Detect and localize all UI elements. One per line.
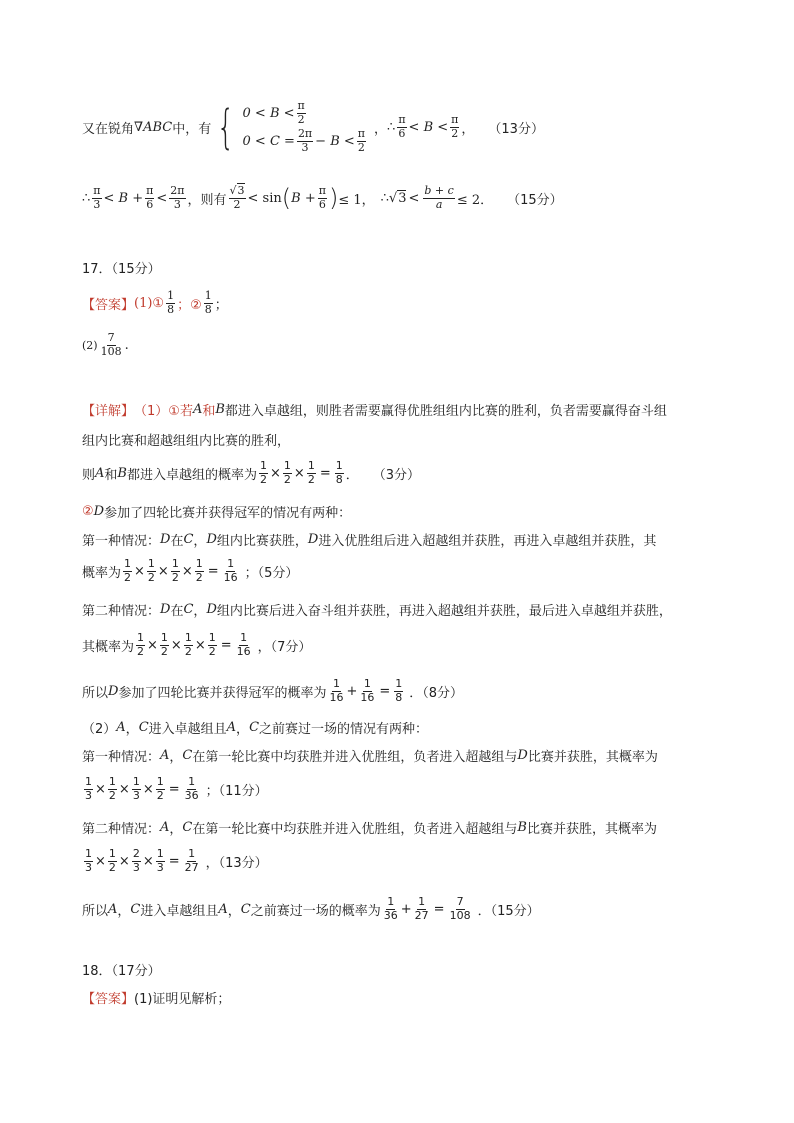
text: 组内比赛和超越组组内比赛的胜利， <box>82 434 291 449</box>
answer-label: 【答案】 <box>82 297 135 313</box>
fraction: $\frac{1}{16}$ <box>236 631 251 658</box>
fraction: $\frac{1}{2}$ <box>283 459 291 486</box>
system-row-1: 0 < B < <box>242 105 295 121</box>
fraction: $\frac{1}{2}$ <box>108 847 116 874</box>
text: ，则有 <box>187 192 227 208</box>
inequality-system <box>211 100 368 155</box>
text: B <box>117 465 127 481</box>
fraction: $\frac{2\pi}{3}$ <box>297 127 313 154</box>
score-label: （15分） <box>507 192 563 208</box>
system-row-2: 0 < C = <box>242 133 295 149</box>
score-label: ；（11分） <box>205 783 268 799</box>
text: ≤ 1， <box>338 192 375 208</box>
detail-line-2 <box>82 430 290 449</box>
left-brace-icon: { <box>217 100 235 155</box>
fraction: $\frac{1}{2}$ <box>160 631 168 658</box>
fraction: $\frac{1}{3}$ <box>85 847 92 874</box>
fraction: $\frac{1}{8}$ <box>335 459 343 486</box>
fraction: $\frac{1}{16}$ <box>329 677 344 704</box>
text: (1)① <box>134 295 165 311</box>
fraction: $\frac{\pi}{3}$ <box>93 183 101 211</box>
detail-line-4 <box>82 502 351 521</box>
case1-line-1: 第一种情况： D 在 C ， D 组内比赛获胜， D 进入优胜组后进入超越组并获胜，再进入卓越组并获胜，其 <box>82 532 657 549</box>
text: 则 <box>82 467 96 483</box>
text: (2) <box>82 338 98 352</box>
fraction: $\frac{1}{8}$ <box>395 677 403 704</box>
text: 中，有 <box>172 121 212 137</box>
text: B + <box>291 190 316 206</box>
case2-line-2: 其概率为 $\frac{1}{2}$ × $\frac{1}{2}$ × $\frac{1}{2}$ × $\frac{1}{2}$ = $\frac{1}{16}$ ，（7分） <box>82 631 312 658</box>
line-acute-triangle: 又在锐角 ∇ABC 中，有 { 0 < B < $\frac{\pi}{2}$ 0 < C = $\frac{2\pi}{3}$ − B < $\frac{\pi}{2}$ ， ∴ $\frac{\pi}{6}$ < B < $\frac{\pi}{2}$ ， （13分） <box>82 99 544 155</box>
part2-case1-line-2: $\frac{1}{3}$ × $\frac{1}{2}$ × $\frac{1}{3}$ × $\frac{1}{2}$ = $\frac{1}{36}$ ；（11分） <box>85 775 268 802</box>
answer-18-line-1: 【答案】 (1)证明见解析； <box>82 988 230 1007</box>
fraction: $\frac{1}{16}$ <box>223 557 238 584</box>
fraction: $\frac{1}{2}$ <box>137 631 145 658</box>
fraction: $\frac{1}{36}$ <box>184 775 199 802</box>
text: ；② <box>177 297 202 313</box>
score-label: ，（7分） <box>257 639 312 655</box>
score-label: ，（13分） <box>205 855 268 871</box>
fraction: $\frac{7}{108}$ <box>100 331 122 358</box>
text: 17．（15分） <box>82 262 161 277</box>
fraction: $\frac{1}{36}$ <box>383 895 398 922</box>
fraction: $\frac{1}{2}$ <box>260 459 267 486</box>
detail-label: 【详解】 <box>82 404 135 419</box>
score-label: ．（15分） <box>477 903 540 919</box>
case2-line-1: 第二种情况： D 在 C ， D 组内比赛后进入奋斗组并获胜，再进入超越组并获胜，最后进入卓越组并获胜， <box>82 602 672 619</box>
score-label: （13分） <box>488 121 544 137</box>
fraction: $\frac{1}{2}$ <box>184 631 192 658</box>
text: B <box>215 402 225 417</box>
fraction: $\frac{2\pi}{3}$ <box>170 183 185 211</box>
detail-line-1 <box>82 400 667 419</box>
therefore-icon: ∴ <box>387 119 396 135</box>
text: < sin <box>247 190 282 206</box>
fraction: $\frac{1}{3}$ <box>85 775 92 802</box>
part2-case2-line-2: $\frac{1}{3}$ × $\frac{1}{2}$ × $\frac{2}{3}$ × $\frac{1}{3}$ = $\frac{1}{27}$ ，（13分） <box>85 847 268 874</box>
answer-17-line-2 <box>82 332 129 358</box>
fraction: $\frac{\pi}{2}$ <box>297 99 305 126</box>
fraction: $\frac{\pi}{6}$ <box>318 183 326 211</box>
fraction: $\frac{1}{2}$ <box>195 557 203 584</box>
fraction: $\frac{\pi}{2}$ <box>451 113 459 140</box>
question-17-heading <box>82 258 161 277</box>
fraction: $\frac{\pi}{6}$ <box>398 113 406 140</box>
detail-line-3: 则 A 和 B 都进入卓越组的概率为 $\frac{1}{2}$ × $\frac{1}{2}$ × $\frac{1}{2}$ = $\frac{1}{8}$ ． （3分） <box>82 459 421 486</box>
question-18-heading: 18．（17分） <box>82 964 161 979</box>
text: < B + <box>103 190 144 206</box>
fraction: $\frac{1}{27}$ <box>414 895 429 922</box>
therefore-icon: ∴ <box>380 190 389 206</box>
fraction: $\frac{1}{8}$ <box>167 289 175 316</box>
text: 参加了四轮比赛并获得冠军的情况有两种： <box>104 506 352 521</box>
fraction: $\frac{1}{3}$ <box>132 775 140 802</box>
text: < <box>156 190 168 206</box>
fraction: $\frac{b + c}{a}$ <box>424 183 454 211</box>
text: 第一种情况： <box>82 534 161 549</box>
fraction: $\frac{1}{16}$ <box>360 677 375 704</box>
answer-17-line-1 <box>82 290 228 316</box>
fraction: $\frac{1}{2}$ <box>108 775 116 802</box>
therefore-icon: ∴ <box>82 190 91 206</box>
case1-line-2: 概率为 $\frac{1}{2}$ × $\frac{1}{2}$ × $\frac{1}{2}$ × $\frac{1}{2}$ = $\frac{1}{16}$ ；（5分） <box>82 557 299 584</box>
part2-intro: （2） A ， C 进入卓越组且 A ， C 之前赛过一场的情况有两种： <box>82 720 429 737</box>
text: ； <box>214 297 228 313</box>
fraction: $\frac{1}{2}$ <box>124 557 132 584</box>
score-label: （3分） <box>372 467 421 483</box>
fraction: $\frac{1}{2}$ <box>307 459 315 486</box>
text: − B < <box>315 133 355 149</box>
text: < B < <box>408 119 449 135</box>
text: 又在锐角 <box>82 121 135 137</box>
triangle-label: ∇ABC <box>134 119 173 135</box>
text: 都进入卓越组，则胜者需要赢得优胜组组内比赛的胜利，负者需要赢得奋斗组 <box>224 404 667 419</box>
fraction: $\frac{1}{2}$ <box>171 557 179 584</box>
fraction: $\frac{1}{8}$ <box>204 289 212 316</box>
fraction: $\frac{√3}{2}$ <box>229 183 245 211</box>
text: A <box>95 465 105 481</box>
fraction: $\frac{1}{3}$ <box>156 847 164 874</box>
fraction: $\frac{1}{2}$ <box>156 775 164 802</box>
sum-line-8: 所以 D 参加了四轮比赛并获得冠军的概率为 $\frac{1}{16}$ + $\frac{1}{16}$ = $\frac{1}{8}$ ．（8分） <box>82 677 464 704</box>
fraction: $\frac{\pi}{2}$ <box>357 127 366 154</box>
part2-case1-line-1: 第一种情况： A ， C 在第一轮比赛中均获胜并进入优胜组，负者进入超越组与 D 比赛并获胜，其概率为 <box>82 748 658 765</box>
text: 和 <box>104 467 118 483</box>
text: 都进入卓越组的概率为 <box>126 467 257 483</box>
fraction: $\frac{1}{2}$ <box>147 557 155 584</box>
text: . <box>124 337 129 353</box>
fraction: $\frac{1}{27}$ <box>184 847 199 874</box>
fraction: $\frac{2}{3}$ <box>132 847 140 874</box>
text: ≤ 2． <box>456 192 494 208</box>
fraction: $\frac{7}{108}$ <box>449 895 471 922</box>
text: D <box>93 504 105 519</box>
fraction: $\frac{1}{2}$ <box>208 631 216 658</box>
text: ② <box>82 504 94 519</box>
text: 和 <box>202 404 216 419</box>
line-range: ∴ $\frac{\pi}{3}$ < B + $\frac{\pi}{6}$ < $\frac{2\pi}{3}$ ，则有 $\frac{√3}{2}$ < sin ( B + $\frac{\pi}{6}$ ) ≤ 1， ∴ √3 < $\frac{b + c}{a}$ ≤ 2． （15分） <box>82 183 563 212</box>
text: A <box>192 402 203 417</box>
sum-line-15: 所以 A ， C 进入卓越组且 A ， C 之前赛过一场的概率为 $\frac{1}{36}$ + $\frac{1}{27}$ = $\frac{7}{108}$ ．（15分） <box>82 895 540 922</box>
part2-case2-line-1: 第二种情况： A ， C 在第一轮比赛中均获胜并进入优胜组，负者进入超越组与 B 比赛并获胜，其概率为 <box>82 820 657 837</box>
fraction: $\frac{\pi}{6}$ <box>146 183 154 211</box>
text: （1）①若 <box>134 404 193 419</box>
answer-label: 【答案】 <box>82 992 135 1007</box>
score-label: ．（8分） <box>409 685 464 701</box>
score-label: ；（5分） <box>244 565 299 581</box>
